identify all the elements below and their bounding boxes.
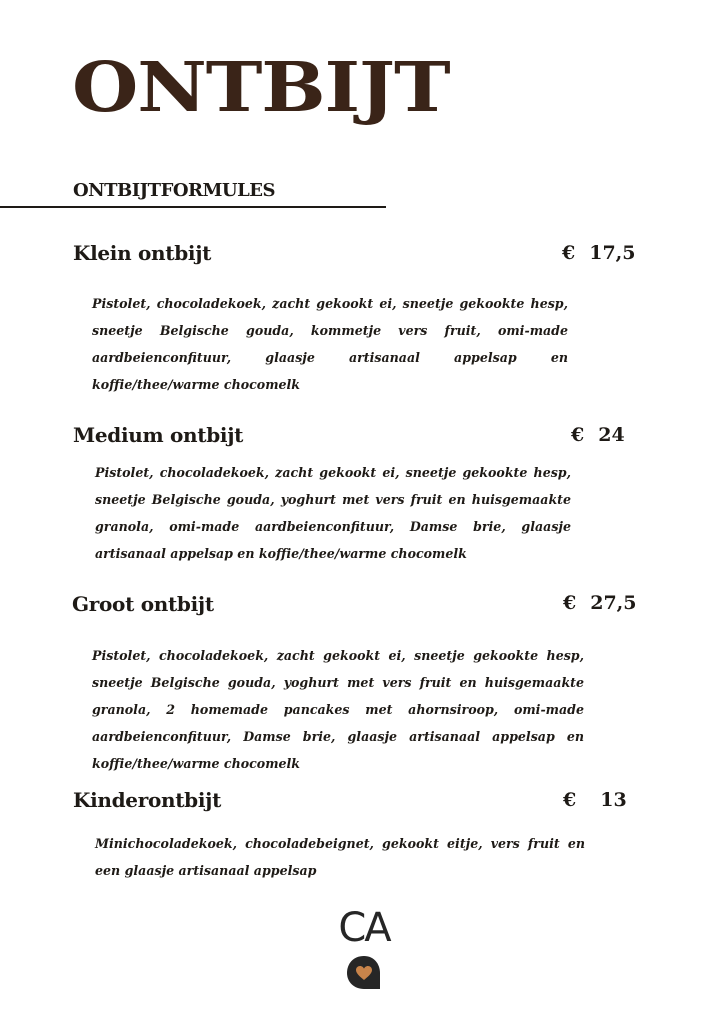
- item-price-klein: [562, 242, 636, 264]
- price-value: 13: [600, 789, 627, 811]
- currency-symbol: €: [562, 242, 576, 264]
- item-name-groot: Groot ontbijt: [72, 592, 214, 616]
- item-price-kinder: [563, 789, 627, 811]
- item-name-kinder: Kinderontbijt: [73, 788, 222, 812]
- brand-logo: [334, 906, 394, 996]
- item-description-groot: Pistolet, chocoladekoek, zacht gekookt ei, sneetje gekookte hesp, sneetje Belgische gouda, yoghurt met vers fruit en huisgemaakte granola, 2 homemade pancakes met ahornsiroop, omi-made aardbeienconfituur, Damse brie, glaasje artisanaal appelsap en koffie/thee/warme chocomelk: [92, 648, 584, 771]
- section-divider: [0, 206, 386, 208]
- item-price-groot: [563, 592, 637, 614]
- item-name-klein: Klein ontbijt: [73, 241, 212, 265]
- item-price-medium: [571, 424, 625, 446]
- item-description-kinder: Minichocoladekoek, chocoladebeignet, gekookt eitje, vers fruit en een glaasje artisanaal appelsap: [95, 836, 585, 878]
- logo-text: CA: [338, 905, 390, 951]
- heart-drop-icon: [345, 954, 383, 992]
- page-title: ONTBIJT: [72, 48, 450, 128]
- item-description-klein: Pistolet, chocoladekoek, zacht gekookt ei, sneetje gekookte hesp, sneetje Belgische gouda, kommetje vers fruit, omi-made aardbeienconfituur, glaasje artisanaal appelsap en koffie/thee/warme chocomelk: [92, 296, 568, 392]
- currency-symbol: €: [571, 424, 585, 446]
- price-value: 24: [598, 424, 625, 446]
- currency-symbol: €: [563, 592, 577, 614]
- item-description-medium: Pistolet, chocoladekoek, zacht gekookt ei, sneetje gekookte hesp, sneetje Belgische gouda, yoghurt met vers fruit en huisgemaakte granola, omi-made aardbeienconfituur, Damse brie, glaasje artisanaal appelsap en koffie/thee/warme chocomelk: [95, 465, 571, 561]
- price-value: 17,5: [589, 242, 636, 264]
- price-value: 27,5: [590, 592, 637, 614]
- currency-symbol: €: [563, 789, 577, 811]
- section-title: ONTBIJTFORMULES: [73, 180, 275, 201]
- item-name-medium: Medium ontbijt: [73, 423, 244, 447]
